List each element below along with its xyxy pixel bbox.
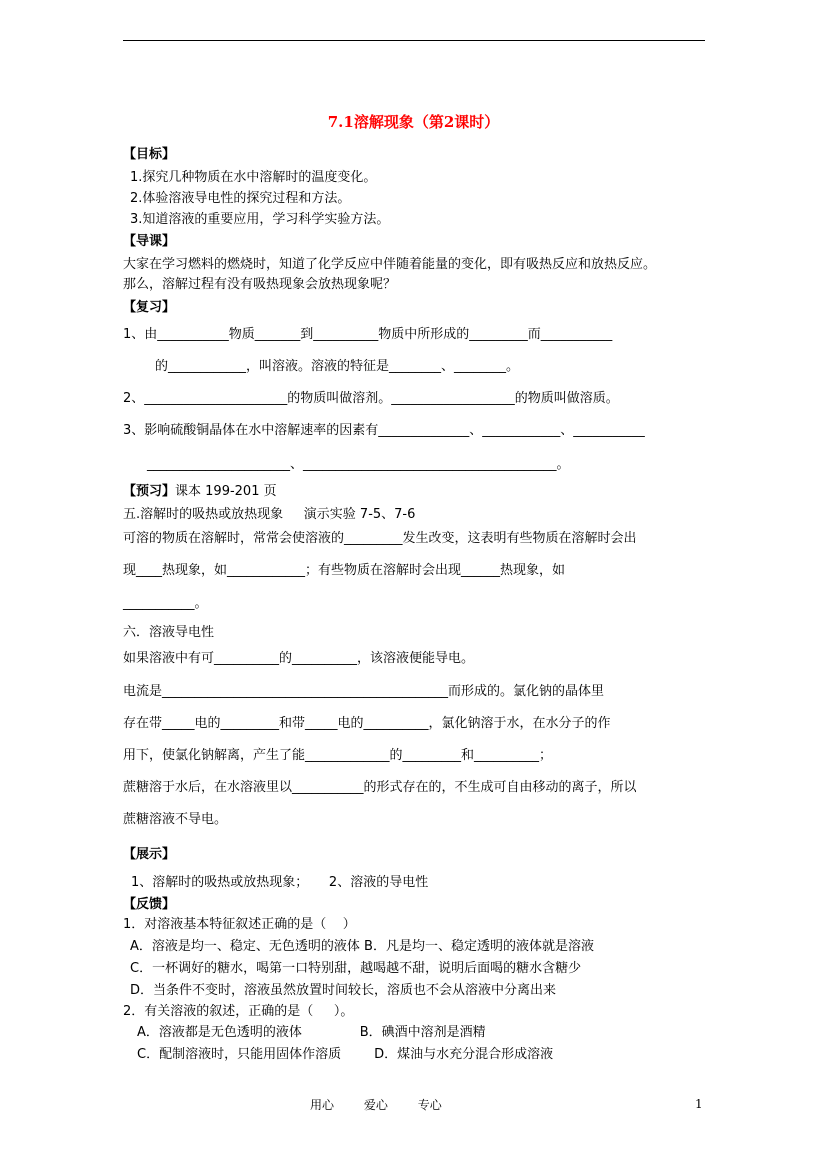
page-number: 1 xyxy=(695,1097,703,1111)
review-heading: 【复习】 xyxy=(123,300,176,315)
review-line-4: 3、影响硫酸铜晶体在水中溶解速率的因素有______________、____________、___________ xyxy=(123,423,645,438)
feedback-line-1: 1．对溶液基本特征叙述正确的是（ ） xyxy=(123,917,356,932)
page-title: 7.1溶解现象（第2课时） xyxy=(327,113,500,131)
goal-item-3: 3.知道溶液的重要应用，学习科学实验方法。 xyxy=(130,212,390,227)
preview-line-6: 如果溶液中有可__________的__________，该溶液便能导电。 xyxy=(123,651,475,666)
preview-heading: 【预习】 xyxy=(123,484,176,499)
preview-line-9: 用下，使氯化钠解离，产生了能_____________的_________和__________； xyxy=(123,748,553,763)
preview-line-2: 可溶的物质在溶解时，常常会使溶液的_________发生改变，这表明有些物质在溶解时会出 xyxy=(123,531,637,546)
footer-motto xyxy=(310,1096,468,1113)
feedback-line-6: A．溶液都是无色透明的液体 B．碘酒中溶剂是酒精 xyxy=(137,1025,486,1040)
goal-item-2: 2.体验溶液导电性的探究过程和方法。 xyxy=(130,191,351,206)
preview-line-3: 现____热现象，如____________；有些物质在溶解时会出现______热现象，如 xyxy=(123,563,566,578)
preview-line-1: 五.溶解时的吸热或放热现象 演示实验 7-5、7-6 xyxy=(123,507,416,522)
intro-heading: 【导课】 xyxy=(123,234,176,249)
goal-item-1: 1.探究几种物质在水中溶解时的温度变化。 xyxy=(130,170,377,185)
preview-heading-text: 课本 199-201 页 xyxy=(175,484,277,499)
review-line-3: 2、______________________的物质叫做溶剂。___________________的物质叫做溶质。 xyxy=(123,391,619,406)
footer-item-3: 专心 xyxy=(417,1098,442,1112)
preview-line-7: 电流是____________________________________________而形成的。氯化钠的晶体里 xyxy=(123,684,605,699)
footer-item-1: 用心 xyxy=(310,1098,335,1112)
feedback-line-2: A．溶液是均一、稳定、无色透明的液体 B．凡是均一、稳定透明的液体就是溶液 xyxy=(130,939,594,954)
preview-line-11: 蔗糖溶液不导电。 xyxy=(123,812,228,827)
preview-line-10: 蔗糖溶于水后，在水溶液里以___________的形式存在的，不生成可自由移动的离子，所以 xyxy=(123,780,637,795)
header-rule xyxy=(123,40,705,41)
review-line-2: 的____________，叫溶液。溶液的特征是________、________。 xyxy=(155,359,520,374)
footer-item-2: 爱心 xyxy=(363,1098,388,1112)
intro-line-2: 那么，溶解过程有没有吸热现象会放热现象呢？ xyxy=(123,277,397,292)
feedback-line-4: D．当条件不变时，溶液虽然放置时间较长，溶质也不会从溶液中分离出来 xyxy=(130,983,557,998)
preview-line-5: 六．溶液导电性 xyxy=(123,625,215,640)
feedback-line-3: C．一杯调好的糖水，喝第一口特别甜，越喝越不甜，说明后面喝的糖水含糖少 xyxy=(130,961,582,976)
preview-line-4: ___________。 xyxy=(123,596,208,611)
feedback-line-7: C．配制溶液时，只能用固体作溶质 D．煤油与水充分混合形成溶液 xyxy=(137,1047,554,1062)
show-heading: 【展示】 xyxy=(123,847,176,862)
goal-heading: 【目标】 xyxy=(123,147,176,162)
feedback-heading: 【反馈】 xyxy=(123,897,176,912)
review-line-5: ______________________、_______________________________________。 xyxy=(147,457,570,472)
review-line-1: 1、由___________物质_______到__________物质中所形成的_________而___________ xyxy=(123,327,613,342)
preview-heading-row xyxy=(123,485,277,498)
intro-line-1: 大家在学习燃料的燃烧时，知道了化学反应中伴随着能量的变化，即有吸热反应和放热反应。 xyxy=(123,257,657,272)
feedback-line-5: 2．有关溶液的叙述，正确的是（ ）。 xyxy=(123,1004,354,1019)
show-line: 1、溶解时的吸热或放热现象； 2、溶液的导电性 xyxy=(131,875,429,890)
preview-line-8: 存在带_____电的_________和带_____电的__________，氯化钠溶于水，在水分子的作 xyxy=(123,716,611,731)
